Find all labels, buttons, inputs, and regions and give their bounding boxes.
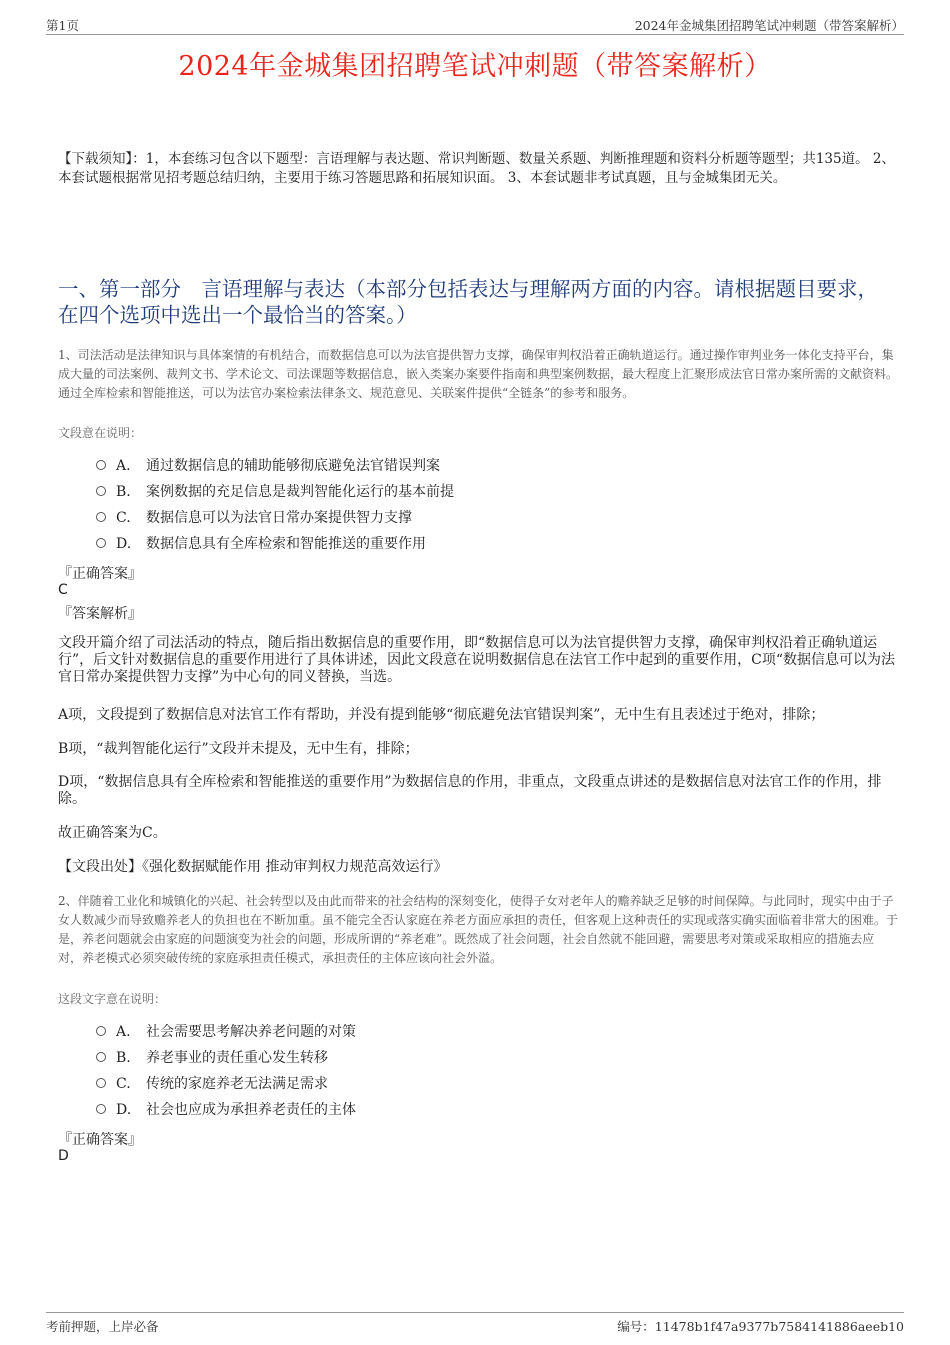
question-1-option-a[interactable]: A. 通过数据信息的辅助能够彻底避免法官错误判案	[96, 453, 796, 479]
question-2-passage: 2、伴随着工业化和城镇化的兴起、社会转型以及由此而带来的社会结构的深刻变化，使得子女对老年人的赡养缺乏足够的时间保障。与此同时，现实中由于子女人数减少而导致赡养老人的负担也在不断加重。虽不能完全否认家庭在养老方面应承担的责任，但客观上这种责任的实现或落实确实面临着非常大的困难。于是，养老问题就会由家庭的问题演变为社会的问题，形成所谓的“养老难”。既然成了社会问题，社会自然就不能回避，需要思考对策或采取相应的措施去应对，养老模式必须突破传统的家庭承担责任模式，承担责任的主体应该向社会外溢。	[58, 894, 899, 965]
footer-serial: 编号：11478b1f47a9377b7584141886aeeb10	[617, 1319, 904, 1334]
question-2-answer: D	[58, 1148, 69, 1164]
question-1-answer: C	[58, 582, 68, 598]
page-footer	[46, 1312, 904, 1335]
radio-icon[interactable]	[96, 1078, 106, 1088]
page-title: 2024年金城集团招聘笔试冲刺题（带答案解析）	[178, 51, 772, 82]
question-1-analysis-p1: 文段开篇介绍了司法活动的特点，随后指出数据信息的重要作用，即“数据信息可以为法官提供智力支撑，确保审判权沿着正确轨道运行”，后文针对数据信息的重要作用进行了具体讲述，因此文段意在说明数据信息在法官工作中起到的重要作用，C项“数据信息可以为法官日常办案提供智力支撑”为中心句的同义替换，当选。	[58, 635, 896, 685]
question-1-prompt: 文段意在说明：	[58, 426, 143, 440]
page-number: 第1页	[46, 18, 79, 33]
question-1-analysis-p4: D项，“数据信息具有全库检索和智能推送的重要作用”为数据信息的作用，非重点，文段重点讲述的是数据信息对法官工作的作用，排除。	[58, 774, 882, 807]
radio-icon[interactable]	[96, 512, 106, 522]
question-1-analysis-p2: A项，文段提到了数据信息对法官工作有帮助，并没有提到能够“彻底避免法官错误判案”，无中生有且表述过于绝对，排除；	[58, 707, 825, 723]
question-2-options	[96, 1019, 796, 1123]
radio-icon[interactable]	[96, 460, 106, 470]
radio-icon[interactable]	[96, 538, 106, 548]
question-1-option-d[interactable]: D. 数据信息具有全库检索和智能推送的重要作用	[96, 531, 796, 557]
download-notice: 【下载须知】：1，本套练习包含以下题型：言语理解与表达题、常识判断题、数量关系题、判断推理题和资料分析题等题型；共135道。 2、本套试题根据常见招考题总结归纳，主要用于练习答题思路和拓展知识面。 3、本套试题非考试真题，且与金城集团无关。	[58, 151, 895, 186]
question-2-option-d[interactable]: D. 社会也应成为承担养老责任的主体	[96, 1097, 796, 1123]
radio-icon[interactable]	[96, 1104, 106, 1114]
header-doc-title: 2024年金城集团招聘笔试冲刺题（带答案解析）	[634, 18, 904, 33]
question-2-option-c[interactable]: C. 传统的家庭养老无法满足需求	[96, 1071, 796, 1097]
question-2-prompt: 这段文字意在说明：	[58, 992, 167, 1006]
question-1-answer-label: 『正确答案』	[58, 566, 142, 582]
footer-slogan: 考前押题，上岸必备	[46, 1319, 159, 1334]
radio-icon[interactable]	[96, 1026, 106, 1036]
question-1-analysis-label: 『答案解析』	[58, 606, 142, 622]
question-1-analysis-p3: B项，“裁判智能化运行”文段并未提及，无中生有，排除；	[58, 741, 419, 757]
question-1-options	[96, 453, 796, 557]
question-1-analysis-p5: 故正确答案为C。	[58, 825, 167, 841]
question-2-option-b[interactable]: B. 养老事业的责任重心发生转移	[96, 1045, 796, 1071]
section-heading: 一、第一部分 言语理解与表达（本部分包括表达与理解两方面的内容。请根据题目要求，在四个选项中选出一个最恰当的答案。）	[58, 277, 878, 327]
question-1-passage: 1、司法活动是法律知识与具体案情的有机结合，而数据信息可以为法官提供智力支撑，确保审判权沿着正确轨道运行。通过操作审判业务一体化支持平台，集成大量的司法案例、裁判文书、学术论文、司法课题等数据信息，嵌入类案办案要件指南和典型案例数据，最大程度上汇聚形成法官日常办案所需的文献资料。通过全库检索和智能推送，可以为法官办案检索法律条文、规范意见、关联案件提供“全链条”的参考和服务。	[58, 348, 899, 400]
question-1-option-b[interactable]: B. 案例数据的充足信息是裁判智能化运行的基本前提	[96, 479, 796, 505]
question-2-option-a[interactable]: A. 社会需要思考解决养老问题的对策	[96, 1019, 796, 1045]
radio-icon[interactable]	[96, 1052, 106, 1062]
question-1-source: 【文段出处】《强化数据赋能作用 推动审判权力规范高效运行》	[58, 859, 448, 875]
radio-icon[interactable]	[96, 486, 106, 496]
question-2-answer-label: 『正确答案』	[58, 1132, 142, 1148]
question-1-option-c[interactable]: C. 数据信息可以为法官日常办案提供智力支撑	[96, 505, 796, 531]
page-header	[46, 14, 904, 35]
